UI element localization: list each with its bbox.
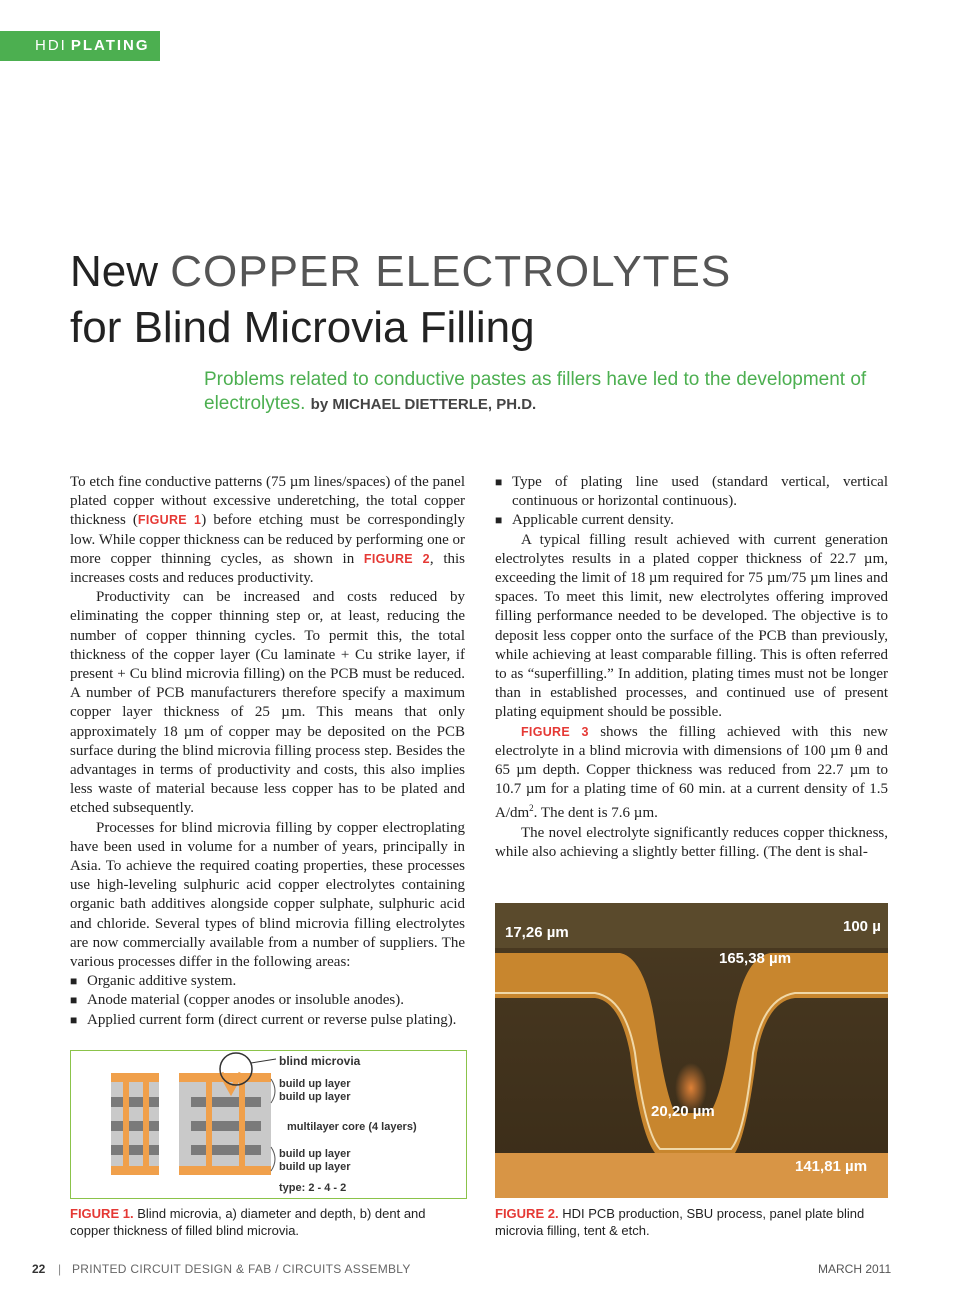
title-caps: COPPER ELECTROLYTES xyxy=(170,247,732,296)
board-cross-section-a xyxy=(111,1073,159,1175)
paragraph: Processes for blind microvia filling by copper electroplating have been used in volume for a number of years, principally in Asia. To achieve the required coating properties, these processes use high-leveling sulphuric acid copper electrolytes containing organic bath additives alongside copper sulphate, sulphuric acid and chloride. Several types of blind microvia filling electrolytes are now commercially available from a number of suppliers. The various processes differ in the following areas: xyxy=(70,819,465,971)
bullet-item xyxy=(70,972,465,991)
byline: by MICHAEL DIETTERLE, PH.D. xyxy=(310,396,537,413)
section-tag xyxy=(0,31,160,61)
footer-divider: | xyxy=(58,1262,62,1276)
bullet-square-icon: ■ xyxy=(70,1012,78,1027)
article-title xyxy=(70,244,910,356)
board-cross-section-b xyxy=(179,1053,276,1175)
text-run: shows the filling achieved with this new electrolyte in a blind microvia with dimensions of 100 µm θ and 65 µm depth. Copper thickness was reduced from 22.7 µm to 10.7 µm for a plating time of 60 min. at a current density of 1.5 A/dm xyxy=(495,723,888,822)
text-run: , this increases costs and reduces productivity. xyxy=(70,550,465,587)
page-number: 22 xyxy=(32,1262,46,1276)
label-build-up-3: build up layer xyxy=(279,1148,351,1160)
figure-ref-link[interactable]: FIGURE 2 xyxy=(363,551,430,566)
measure-17-26: 17,26 µm xyxy=(505,924,569,941)
section-tag-plating: PLATING xyxy=(70,37,150,54)
figure-2-micrograph xyxy=(495,903,888,1198)
bullet-item xyxy=(495,473,888,511)
paragraph: The novel electrolyte significantly reduces copper thickness, while also achieving a slightly better filling. (The dent is shal- xyxy=(495,824,888,860)
left-column xyxy=(70,473,465,1030)
bullet-text: Anode material (copper anodes or insoluble anodes). xyxy=(87,992,404,1009)
text-run: . The dent is 7.6 µm. xyxy=(533,805,658,822)
figure-2-svg xyxy=(495,903,888,1198)
caption-text: Blind microvia, a) diameter and depth, b) dent and copper thickness of filled blind microvia. xyxy=(70,1206,426,1238)
text-run: To etch fine conductive patterns (75 µm lines/spaces) of the panel plated copper without excessive underetching, the total copper thickness ( xyxy=(70,474,465,529)
bullet-text: Organic additive system. xyxy=(87,973,237,990)
figure-2-caption xyxy=(495,1205,888,1239)
section-tag-hdi: HDI xyxy=(35,37,67,54)
label-multilayer-core: multilayer core (4 layers) xyxy=(287,1121,417,1133)
label-blind-microvia: blind microvia xyxy=(279,1054,361,1068)
bullet-square-icon: ■ xyxy=(70,993,78,1008)
label-build-up-4: build up layer xyxy=(279,1161,351,1173)
measure-100: 100 µ xyxy=(843,918,881,935)
article-subtitle xyxy=(204,368,884,417)
right-column xyxy=(495,473,888,862)
title-word-new: New xyxy=(70,247,159,296)
bullet-text: Type of plating line used (standard vertical, vertical continuous or horizontal continuous). xyxy=(512,474,888,510)
paragraph: A typical filling result achieved with current generation electrolytes results in a plated copper thickness of 22.7 µm, exceeding the limit of 18 µm required for 75 µm/75 µm lines and spaces. To meet this limit, new electrolytes offering improved filling performance needed to be developed. The objective is to deposit less copper onto the surface of the PCB than previously, while achieving at least comparable filling. This is often referred to as “superfilling.” In addition, plating times must not be longer than in established processes, and continued use of present plating equipment should be possible. xyxy=(495,531,888,721)
bullet-text: Applicable current density. xyxy=(512,512,674,529)
bullet-square-icon: ■ xyxy=(70,974,78,989)
bullet-text: Applied current form (direct current or reverse pulse plating). xyxy=(87,1011,457,1028)
title-line2: for Blind Microvia Filling xyxy=(70,303,535,352)
text-run: ) before etching must be correspondingly low. While copper thickness can be reduced by performing one or more copper thinning cycles, as shown in xyxy=(70,512,465,567)
bullet-item xyxy=(495,511,888,530)
figure-1-diagram xyxy=(70,1050,467,1199)
subtitle-text: Problems related to conductive pastes as fillers have led to the development of electrolytes. xyxy=(204,369,867,414)
label-type: type: 2 - 4 - 2 xyxy=(279,1182,347,1194)
label-build-up-1: build up layer xyxy=(279,1078,351,1090)
paragraph xyxy=(495,723,888,824)
issue-date: MARCH 2011 xyxy=(818,1262,892,1276)
figure-1-caption xyxy=(70,1205,465,1239)
bullet-square-icon: ■ xyxy=(495,475,503,489)
caption-text: HDI PCB production, SBU process, panel plate blind microvia filling, tent & etch. xyxy=(495,1206,865,1238)
caption-label: FIGURE 1. xyxy=(70,1206,134,1221)
caption-label: FIGURE 2. xyxy=(495,1206,559,1221)
bullet-item xyxy=(70,991,465,1010)
figure-ref-link[interactable]: FIGURE 1 xyxy=(137,513,202,528)
paragraph xyxy=(70,473,465,588)
superscript: 2 xyxy=(529,803,534,814)
publication-name: PRINTED CIRCUIT DESIGN & FAB / CIRCUITS ASSEMBLY xyxy=(72,1262,411,1276)
figure-1-svg xyxy=(71,1051,466,1198)
measure-20-20: 20,20 µm xyxy=(651,1103,715,1120)
figure-ref-link[interactable]: FIGURE 3 xyxy=(521,724,589,739)
measure-141-81: 141,81 µm xyxy=(795,1158,868,1175)
bullet-item xyxy=(70,1011,465,1030)
paragraph: Productivity can be increased and costs reduced by eliminating the copper thinning step or, at least, reducing the number of copper thinning cycles. To permit this, the total thickness of the copper layer (Cu laminate + Cu strike layer, if present + Cu blind microvia filling) on the PCB must be reduced. A number of PCB manufacturers therefore specify a maximum copper layer thickness of 25 µm. This means that only approximately 18 µm of copper may be deposited on the PCB surface during the blind microvia filling process step. Besides the advantages in terms of productivity and costs, this also implies less waste of material because less copper has to be plated and etched subsequently. xyxy=(70,589,465,817)
measure-165-38: 165,38 µm xyxy=(719,950,792,967)
label-build-up-2: build up layer xyxy=(279,1091,351,1103)
bullet-square-icon: ■ xyxy=(495,513,503,528)
